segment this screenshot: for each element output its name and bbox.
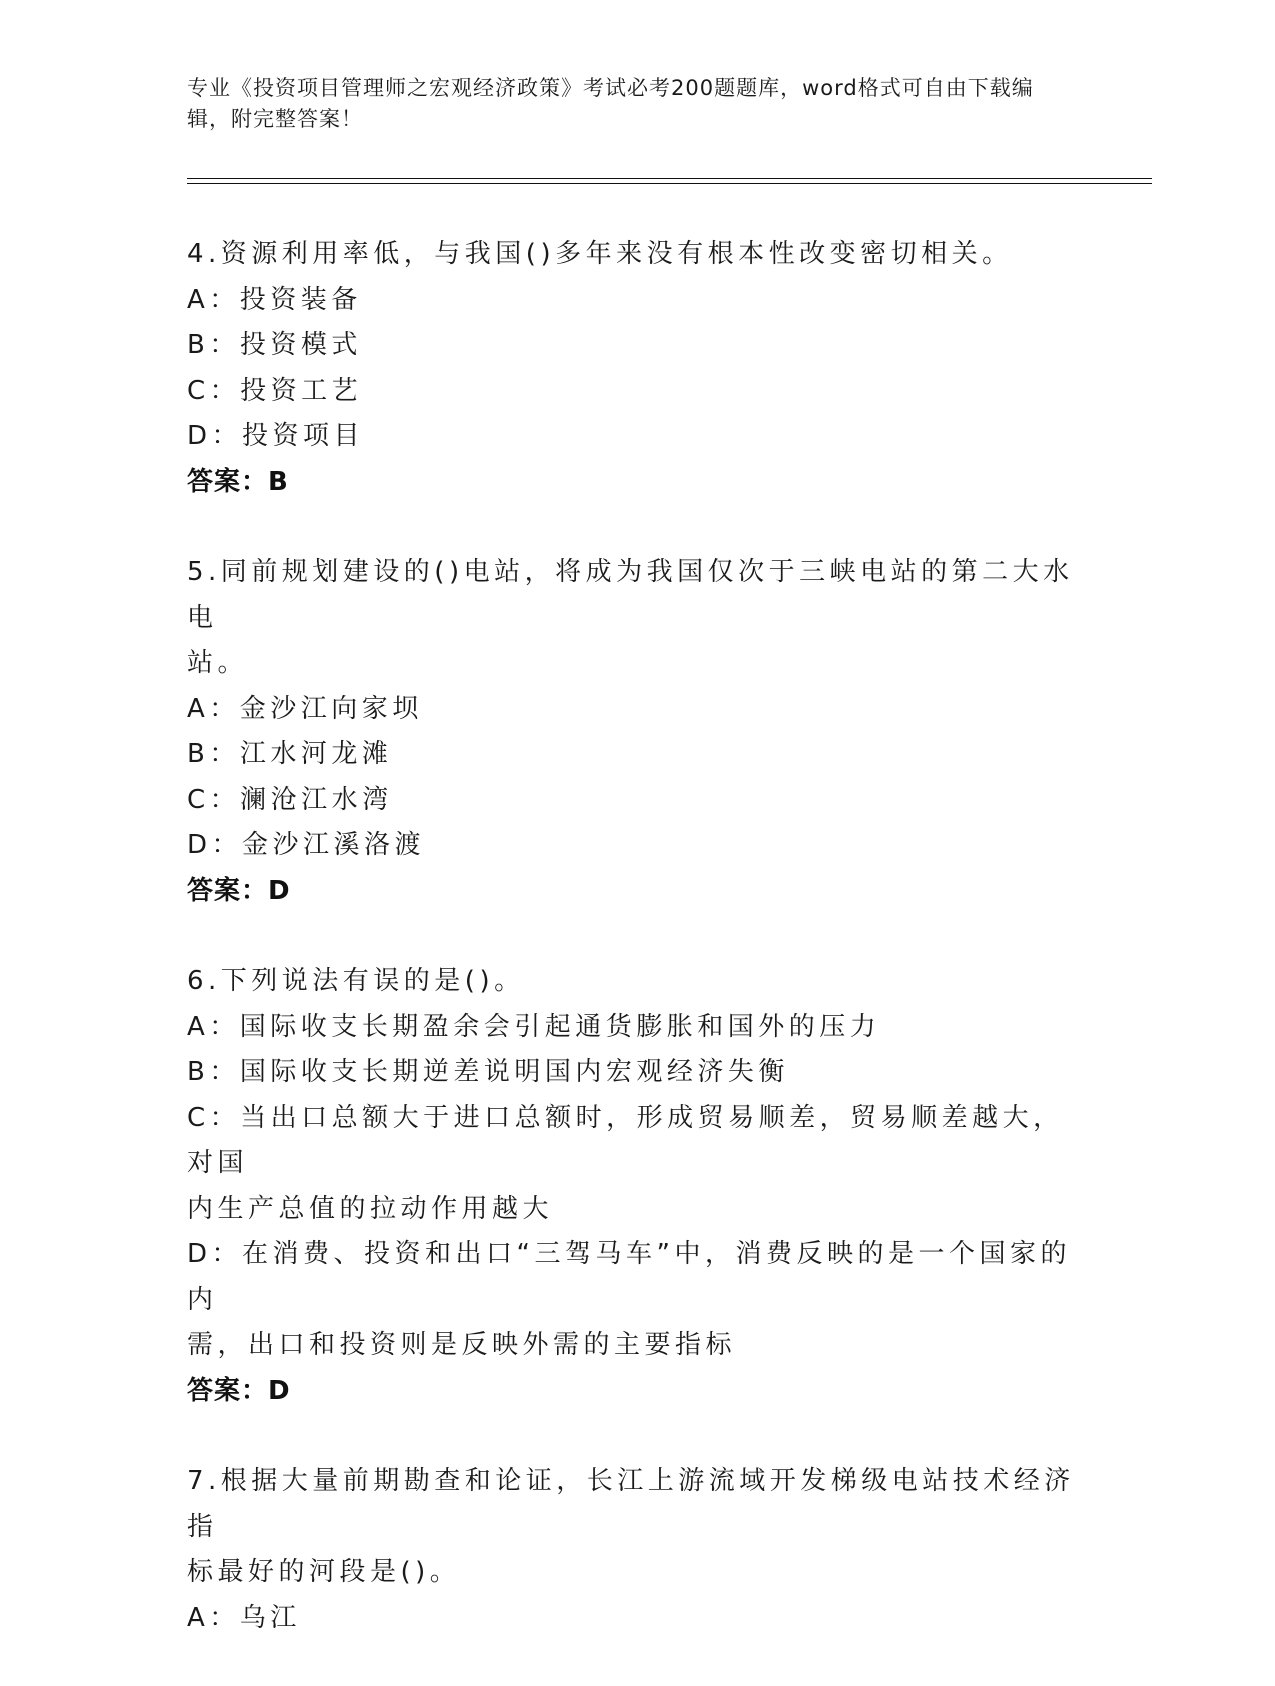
option-c-continued: 内生产总值的拉动作用越大 — [187, 1193, 554, 1224]
question-7 — [187, 1459, 1077, 1641]
question-stem: 6.下列说法有误的是()。 — [187, 966, 525, 996]
option-c: C：投资工艺 — [187, 375, 363, 406]
question-6 — [187, 959, 1077, 1414]
option-d: D：投资项目 — [187, 421, 365, 451]
option-b: B：国际收支长期逆差说明国内宏观经济失衡 — [187, 1057, 789, 1087]
question-stem: 5.同前规划建设的()电站，将成为我国仅次于三峡电站的第二大水电 — [187, 557, 1074, 633]
option-d: D：在消费、投资和出口“三驾马车”中，消费反映的是一个国家的内 — [187, 1239, 1071, 1315]
option-a: A：乌江 — [187, 1602, 301, 1633]
option-c: C：当出口总额大于进口总额时，形成贸易顺差，贸易顺差越大，对国 — [187, 1102, 1064, 1178]
option-a: A：投资装备 — [187, 284, 362, 315]
question-stem: 4.资源利用率低，与我国()多年来没有根本性改变密切相关。 — [187, 239, 1013, 269]
question-stem: 7.根据大量前期勘查和论证，长江上游流域开发梯级电站技术经济指 — [187, 1466, 1075, 1542]
header-rule-bottom — [187, 183, 1152, 184]
option-b: B：投资模式 — [187, 330, 362, 360]
option-d: D：金沙江溪洛渡 — [187, 830, 426, 860]
option-d-continued: 需，出口和投资则是反映外需的主要指标 — [187, 1330, 737, 1360]
answer-label: 答案：D — [187, 1375, 291, 1406]
option-b: B：江水河龙滩 — [187, 739, 393, 769]
question-4 — [187, 232, 1077, 505]
question-5 — [187, 550, 1077, 914]
question-stem-continued: 站。 — [187, 648, 249, 678]
question-list — [187, 232, 1077, 1686]
option-a: A：国际收支长期盈余会引起通货膨胀和国外的压力 — [187, 1011, 881, 1042]
answer-label: 答案：D — [187, 875, 291, 906]
answer-label: 答案：B — [187, 466, 289, 497]
option-c: C：澜沧江水湾 — [187, 784, 393, 815]
header-rule-top — [187, 178, 1152, 179]
document-header: 专业《投资项目管理师之宏观经济政策》考试必考200题题库，word格式可自由下载编辑，附完整答案！ — [187, 76, 1034, 131]
option-a: A：金沙江向家坝 — [187, 693, 423, 724]
question-stem-continued: 标最好的河段是()。 — [187, 1557, 461, 1587]
